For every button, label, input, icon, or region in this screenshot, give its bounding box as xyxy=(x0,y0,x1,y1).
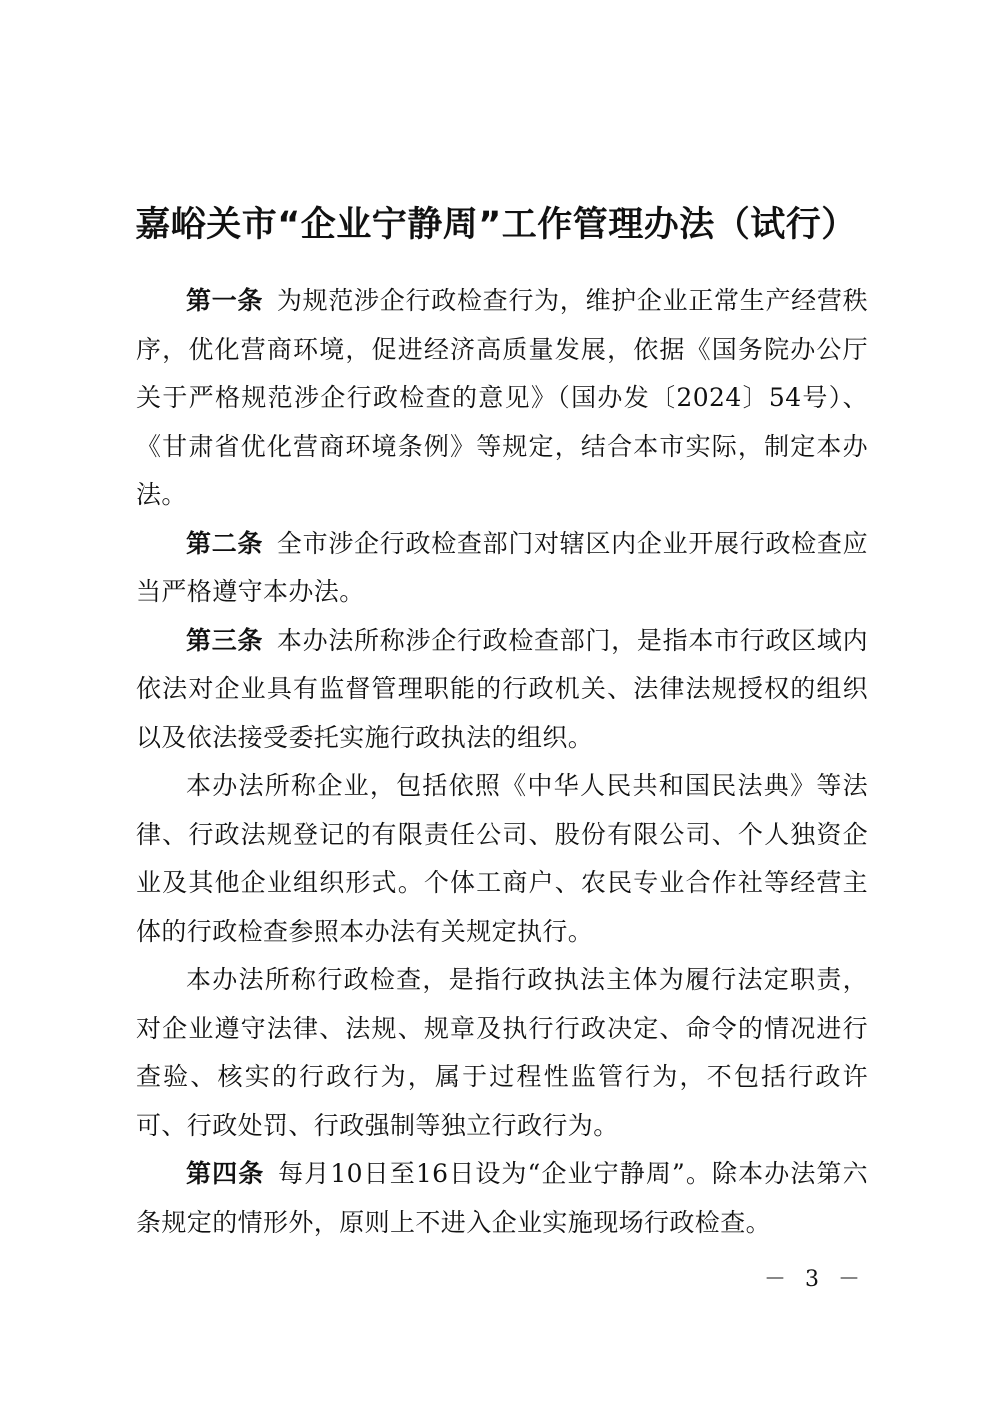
article-1-paragraph xyxy=(136,277,868,520)
article-3-text: 本办法所称涉企行政检查部门，是指本市行政区域内依法对企业具有监督管理职能的行政机关、法律法规授权的组织以及依法接受委托实施行政执法的组织。 xyxy=(136,625,869,752)
article-4-paragraph xyxy=(136,1150,868,1247)
article-1-text: 为规范涉企行政检查行为，维护企业正常生产经营秩序，优化营商环境，促进经济高质量发展，依据《国务院办公厅关于严格规范涉企行政检查的意见》（国办发〔2024〕54号）、《甘肃省优化营商环境条例》等规定，结合本市实际，制定本办法。 xyxy=(136,286,869,509)
article-2-number: 第二条 xyxy=(186,528,264,558)
enterprise-definition-text: 本办法所称企业，包括依照《中华人民共和国民法典》等法律、行政法规登记的有限责任公司、股份有限公司、个人独资企业及其他企业组织形式。个体工商户、农民专业合作社等经营主体的行政检查参照本办法有关规定执行。 xyxy=(136,771,868,946)
article-2-text: 全市涉企行政检查部门对辖区内企业开展行政检查应当严格遵守本办法。 xyxy=(136,528,869,606)
article-3-enterprise-definition xyxy=(136,762,868,956)
article-2-paragraph xyxy=(136,520,868,617)
article-4-text: 每月10日至16日设为“企业宁静周”。除本办法第六条规定的情形外，原则上不进入企业实施现场行政检查。 xyxy=(136,1159,868,1237)
article-3-paragraph xyxy=(136,617,868,763)
document-body xyxy=(136,277,868,1247)
page-number: － 3 － xyxy=(764,1267,866,1292)
article-4-number: 第四条 xyxy=(186,1159,265,1188)
article-1-number: 第一条 xyxy=(186,286,264,315)
inspection-definition-text: 本办法所称行政检查，是指行政执法主体为履行法定职责，对企业遵守法律、法规、规章及执行行政决定、命令的情况进行查验、核实的行政行为，属于过程性监管行为，不包括行政许可、行政处罚、行政强制等独立行政行为。 xyxy=(136,965,868,1140)
document-title: 嘉峪关市“企业宁静周”工作管理办法（试行） xyxy=(135,205,857,246)
article-3-number: 第三条 xyxy=(186,625,264,655)
article-3-inspection-definition xyxy=(136,956,868,1150)
